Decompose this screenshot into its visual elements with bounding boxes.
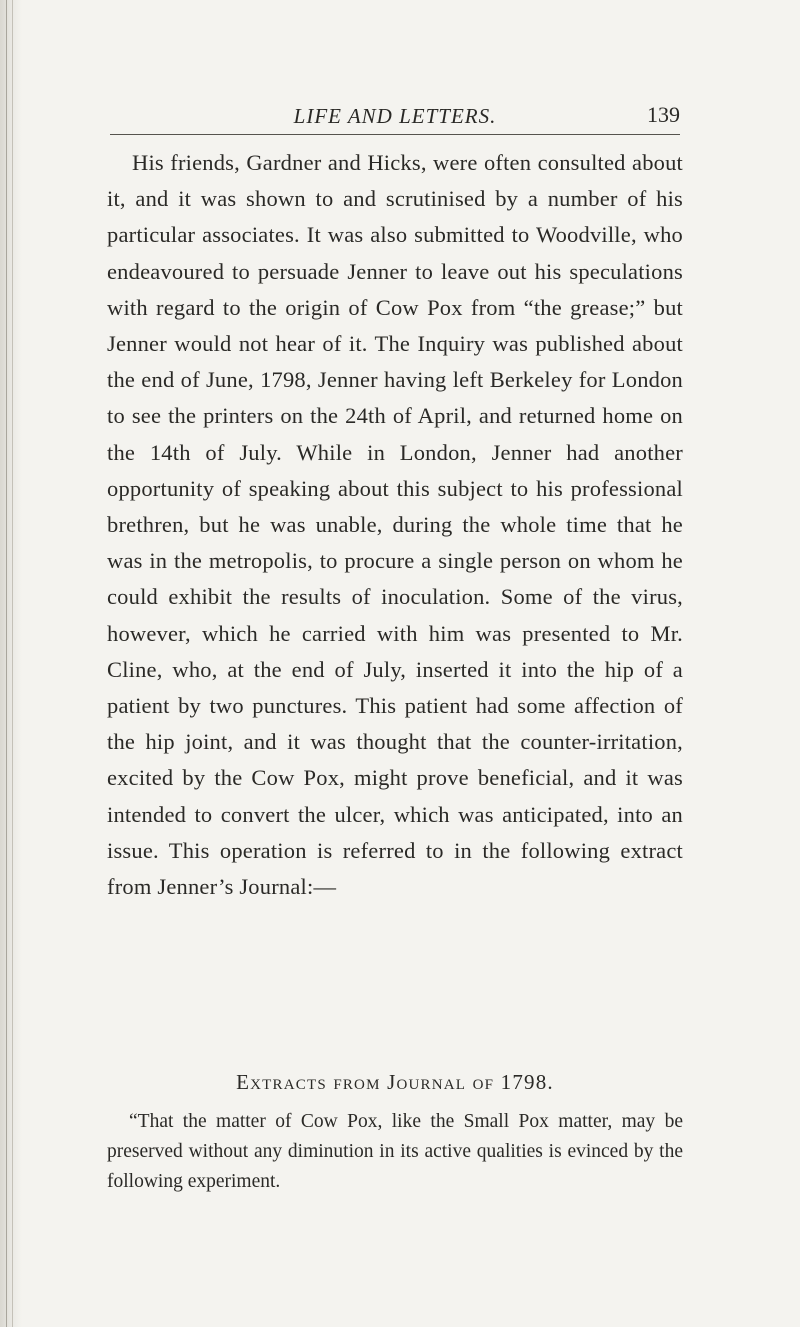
page-edge-shadow	[0, 0, 22, 1327]
body-paragraph: His friends, Gardner and Hicks, were often consulted about it, and it was shown to and scrutinised by a number of his particular associates. It was also submitted to Woodville, who endeavoured to persuade Jenner to leave out his speculations with regard to the origin of Cow Pox from “the grease;” but Jenner would not hear of it. The Inquiry was published about the end of June, 1798, Jenner having left Berkeley for London to see the printers on the 24th of April, and returned home on the 14th of July. While in London, Jenner had another opportunity of speaking about this subject to his professional brethren, but he was unable, during the whole time that he was in the metropolis, to procure a single person on whom he could exhibit the results of inoculation. Some of the virus, however, which he carried with him was presented to Mr. Cline, who, at the end of July, inserted it into the hip of a patient by two punctures. This patient had some affection of the hip joint, and it was thought that the counter-irritation, excited by the Cow Pox, might prove beneficial, and it was intended to convert the ulcer, which was anticipated, into an issue. This operation is referred to in the following extract from Jenner’s Journal:—	[107, 150, 683, 900]
page-number: 139	[647, 102, 680, 127]
header-rule	[110, 134, 680, 135]
binding-edge-line	[12, 0, 13, 1327]
body-text	[107, 145, 683, 905]
page-header	[110, 100, 680, 134]
journal-extract	[107, 1107, 683, 1197]
extract-paragraph: “That the matter of Cow Pox, like the Small Pox matter, may be preserved without any diminution in its active qualities is evinced by the following experiment.	[107, 1111, 683, 1192]
section-heading: Extracts from Journal of 1798.	[236, 1070, 554, 1094]
running-head: LIFE AND LETTERS.	[293, 104, 497, 128]
binding-edge-line	[6, 0, 7, 1327]
